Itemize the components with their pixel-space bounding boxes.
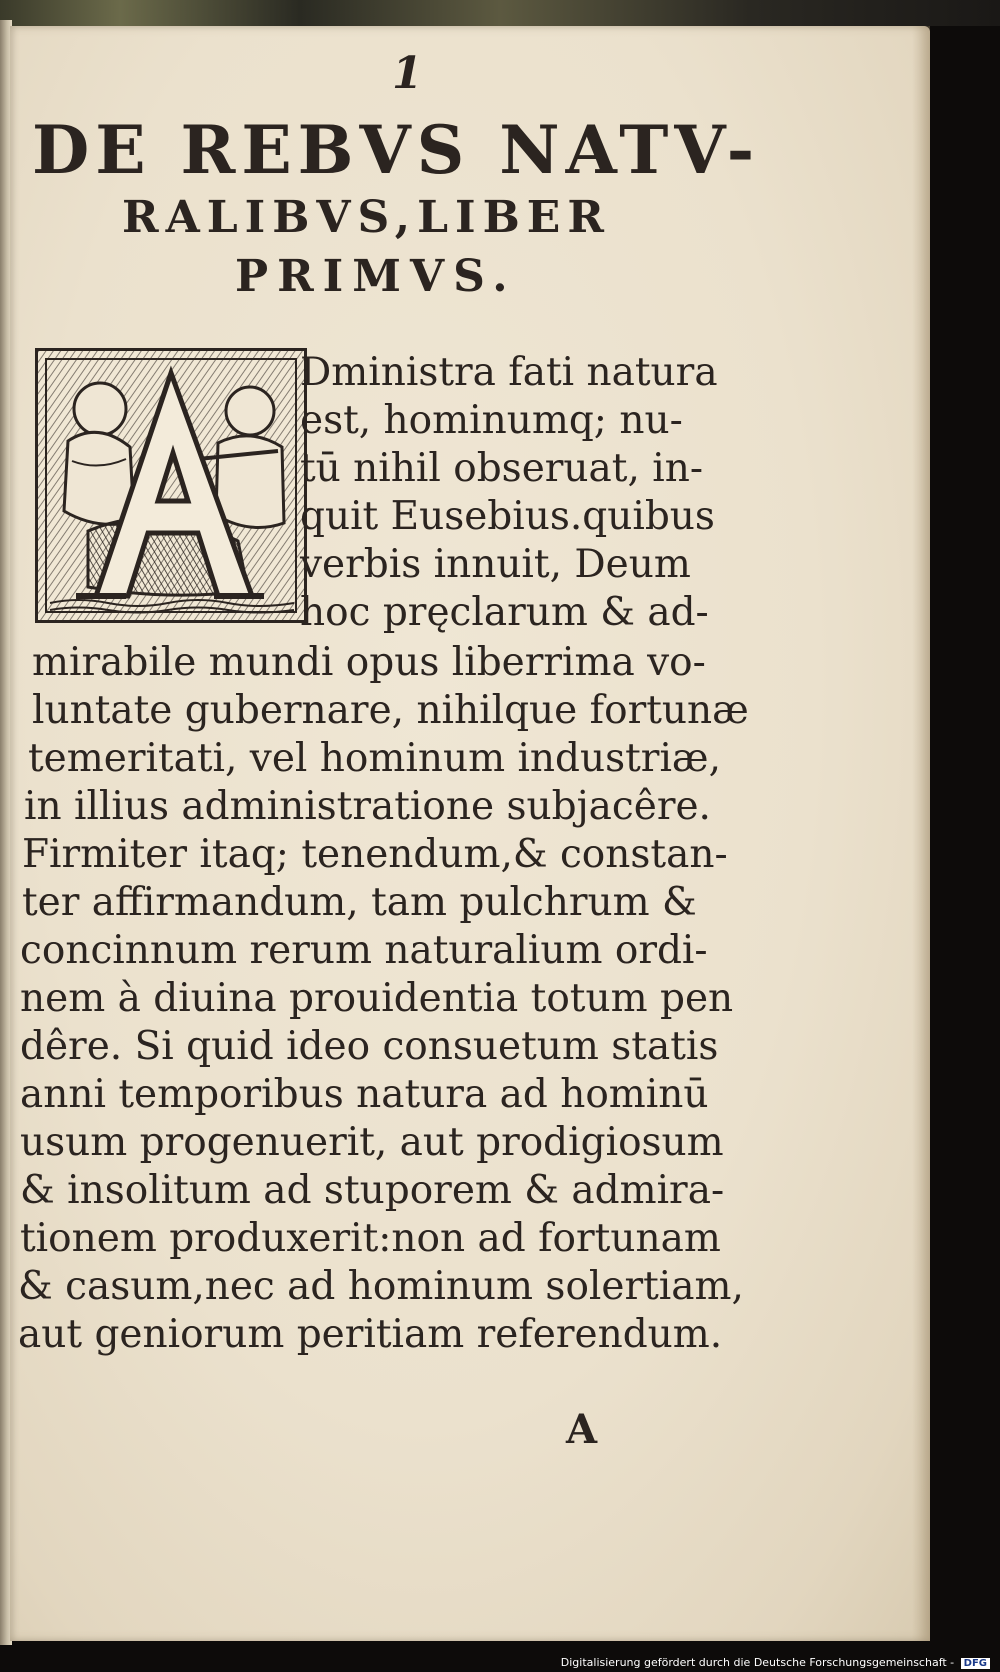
body-line: Dministra fati natura	[300, 350, 718, 395]
body-line: hoc pręclarum & ad-	[300, 590, 709, 635]
digitization-credit	[561, 1656, 990, 1669]
title-line-1: DE REBVS NATV-	[32, 111, 761, 189]
body-line: in illius administratione subjacêre.	[24, 784, 711, 829]
body-line: Firmiter itaq; tenendum,& constan-	[22, 832, 728, 877]
body-line: tū nihil obseruat, in-	[300, 446, 704, 491]
body-line: est, hominumq; nu-	[300, 398, 683, 443]
body-line: aut geniorum peritiam referendum.	[18, 1312, 723, 1357]
book-edge-top	[0, 0, 1000, 26]
body-line: tionem produxerit:non ad fortunam	[20, 1216, 721, 1261]
body-line: temeritati, vel hominum industriæ,	[28, 736, 721, 781]
body-line: dêre. Si quid ideo consuetum statis	[20, 1024, 719, 1069]
credit-text: Digitalisierung gefördert durch die Deutsche Forschungsgemeinschaft -	[560, 1656, 955, 1669]
body-line: ter affirmandum, tam pulchrum &	[22, 880, 697, 925]
book-page	[10, 26, 930, 1641]
body-line: & casum,nec ad hominum solertiam,	[18, 1264, 744, 1309]
title-line-2: RALIBVS,LIBER	[122, 192, 611, 243]
page-number: 1	[392, 48, 423, 99]
body-line: verbis innuit, Deum	[300, 542, 691, 587]
body-line: usum progenuerit, aut prodigiosum	[20, 1120, 724, 1165]
body-line: anni temporibus natura ad hominū	[20, 1072, 709, 1117]
dfg-logo: DFG	[961, 1658, 990, 1669]
page-fold-shadow	[912, 26, 930, 1641]
body-line: concinnum rerum naturalium ordi-	[20, 928, 708, 973]
catchword-signature: A	[566, 1406, 598, 1453]
body-line: nem à diuina prouidentia totum pen	[20, 976, 734, 1021]
body-line: & insolitum ad stuporem & admira-	[20, 1168, 725, 1213]
body-line: mirabile mundi opus liberrima vo-	[32, 640, 706, 685]
body-line: luntate gubernare, nihilque fortunæ	[32, 688, 749, 733]
woodcut-illustration	[38, 351, 304, 620]
decorated-initial-a	[35, 348, 307, 623]
body-line: quit Eusebius.quibus	[300, 494, 715, 539]
title-line-3: PRIMVS.	[235, 251, 517, 302]
